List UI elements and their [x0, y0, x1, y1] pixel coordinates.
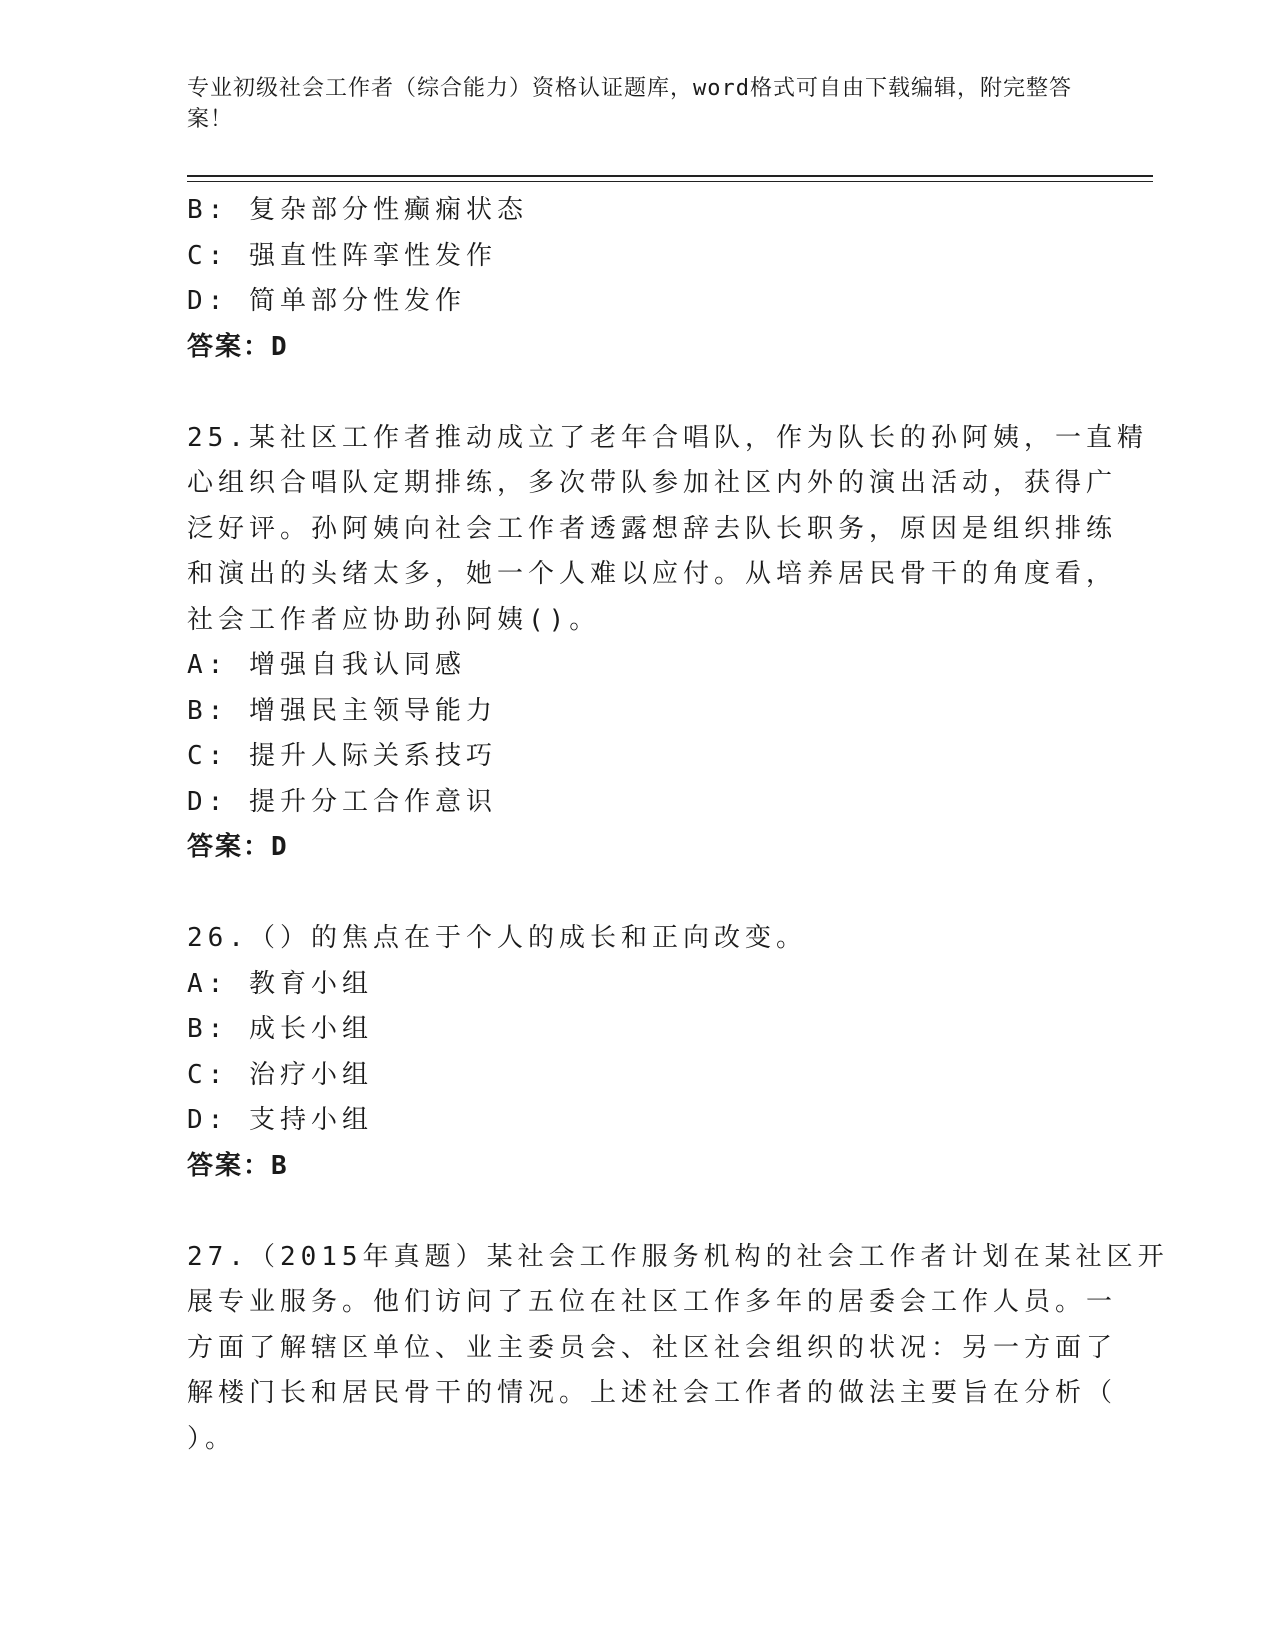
option-b: B: 增强民主领导能力: [187, 695, 497, 726]
option-c: C: 提升人际关系技巧: [187, 741, 497, 771]
question-text-line: 和演出的头绪太多，她一个人难以应付。从培养居民骨干的角度看，: [187, 559, 1118, 589]
answer: 答案：D: [187, 331, 289, 362]
option-d: D: 简单部分性发作: [187, 286, 466, 316]
header-divider-thick: [187, 175, 1153, 177]
question-text-line: 心组织合唱队定期排练，多次带队参加社区内外的演出活动，获得广: [187, 468, 1118, 498]
question-text-line: 社会工作者应协助孙阿姨()。: [187, 604, 601, 635]
question-27: [187, 1235, 1169, 1463]
question-25: [187, 416, 1148, 871]
question-text-line: ）。: [187, 1423, 237, 1454]
header-divider-thin: [187, 181, 1153, 182]
option-c: C: 治疗小组: [187, 1059, 373, 1090]
option-d: D: 支持小组: [187, 1105, 373, 1135]
option-b: B: 复杂部分性癫痫状态: [187, 195, 528, 225]
question-text-line: 27.（2015年真题）某社会工作服务机构的社会工作者计划在某社区开: [187, 1241, 1169, 1272]
question-text-line: 26.（）的焦点在于个人的成长和正向改变。: [187, 923, 807, 953]
question-26: [187, 916, 1087, 1189]
question-text-line: 解楼门长和居民骨干的情况。上述社会工作者的做法主要旨在分析（: [187, 1378, 1118, 1408]
question-text-line: 展专业服务。他们访问了五位在社区工作多年的居委会工作人员。一: [187, 1287, 1118, 1317]
question-text-line: 25.某社区工作者推动成立了老年合唱队，作为队长的孙阿姨，一直精: [187, 422, 1148, 453]
question-text-line: 泛好评。孙阿姨向社会工作者透露想辞去队长职务，原因是组织排练: [187, 513, 1118, 544]
option-a: A: 增强自我认同感: [187, 650, 466, 680]
document-header: [187, 73, 1107, 135]
option-b: B: 成长小组: [187, 1014, 373, 1044]
answer: 答案：D: [187, 832, 289, 862]
question-text-line: 方面了解辖区单位、业主委员会、社区社会组织的状况：另一方面了: [187, 1332, 1118, 1363]
header-text: 专业初级社会工作者（综合能力）资格认证题库，word格式可自由下载编辑，附完整答案！: [187, 76, 1072, 132]
question-24-continued: [187, 188, 1087, 370]
option-c: C: 强直性阵挛性发作: [187, 240, 497, 271]
document-body: [187, 188, 1169, 1462]
option-d: D: 提升分工合作意识: [187, 786, 497, 817]
option-a: A: 教育小组: [187, 968, 373, 999]
answer: 答案：B: [187, 1150, 289, 1181]
